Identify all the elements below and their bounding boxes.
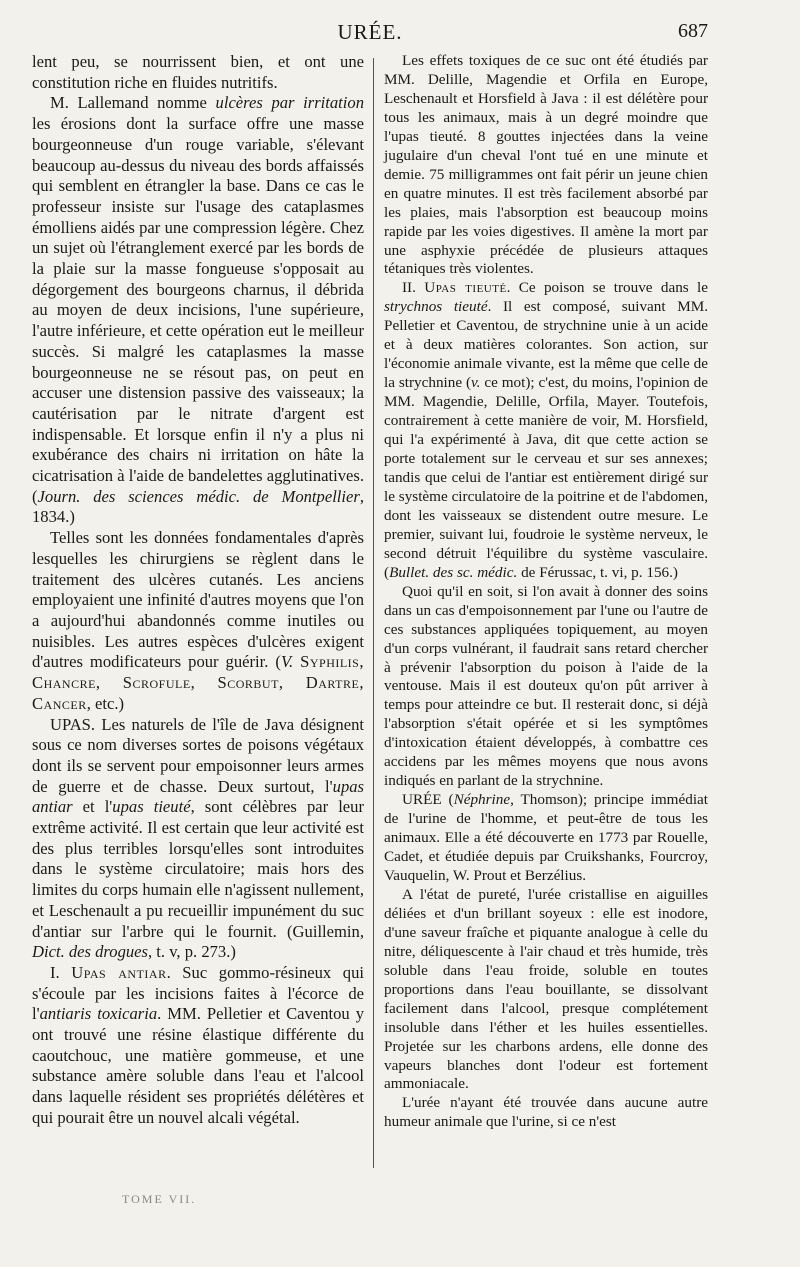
paragraph: Quoi qu'il en soit, si l'on avait à donner des soins dans un cas d'empoisonnement par l'une ou l'autre de ces substances appliquées topiquement, au moyen d'un corps vulnérant, il faudrait sans retard chercher à prévenir l'absorption du poison à l'aide de la ventouse. Mais il est douteux qu'on pût arriver à temps pour atteindre ce but. Il resterait donc, si déjà l'absorption s'était opérée et si les symptômes d'intoxication étaient développés, à combattre ces accidens par les mêmes moyens que nous avons indiqués en parlant de la strychnine. — [384, 582, 708, 790]
page-title: URÉE. — [337, 20, 403, 44]
paragraph: Telles sont les données fondamentales d'après lesquelles les chirurgiens se règlent dans le traitement des ulcères cutanés. Les anciens employaient une infinité d'autres moyens que l'on a aujourd'hui abandonnés comme inutiles ou nuisibles. Les autres espèces d'ulcères exigent d'autres modificateurs pour guérir. (V. Syphilis, Chancre, Scrofule, Scorbut, Dartre, Cancer, etc.) — [32, 528, 365, 713]
paragraph: II. Upas tieuté. Ce poison se trouve dans le strychnos tieuté. Il est composé, suivant MM. Pelletier et Caventou, de strychnine unie à un acide et à deux matières colorantes. Son action, sur l'économie animale vivante, est la même que celle de la strychnine (v. ce mot); c'est, du moins, l'opinion de MM. Magendie, Delille, Orfila, Mayer. Toutefois, contrairement à cette manière de voir, M. Horsfield, qui l'a expérimenté à Java, dit que cette action se porte totalement sur le cerveau et sur ses annexes; tandis que celui de l'antiar est entièrement dirigé sur le système circulatoire de la poitrine et de l'abdomen, dont les vaisseaux se distendent outre mesure. Le premier, suivant lui, foudroie le système nerveux, le second détruit l'équilibre du système vasculaire. (Bullet. des sc. médic. de Férussac, t. vi, p. 156.) — [384, 279, 709, 581]
right-column — [384, 52, 708, 1132]
paragraph: Les effets toxiques de ce suc ont été étudiés par MM. Delille, Magendie et Orfila en Europe, Leschenault et Horsfield à Java : il est délétère pour tous les animaux, mais à un degré moindre que l'upas tieuté. 8 gouttes injectées dans la veine jugulaire d'un cheval l'ont tué en une minute et demie. 75 milligrammes ont fait périr un jeune chien en quatre minutes. Il est très facilement absorbé par les plaies, mais l'absorption est beaucoup moins rapide par les voies digestives. Il amène la mort par une asphyxie précédée de plusieurs attaques tétaniques très violentes. — [384, 52, 708, 278]
paragraph: I. Upas antiar. Suc gommo-résineux qui s'écoule par les incisions faites à l'écorce de l'antiaris toxicaria. MM. Pelletier et Caventou y ont trouvé une résine élastique différente du caoutchouc, une matière gommeuse, et une substance amère soluble dans l'eau et l'alcool dans laquelle résident ses propriétés délétères et qui pourait être un nouvel alcali végétal. — [32, 962, 365, 1127]
column-divider — [373, 58, 374, 1168]
entry-upas: UPAS. Les naturels de l'île de Java désignent sous ce nom diverses sortes de poisons végétaux dont ils se servent pour empoisonner leurs armes de guerre et de chasse. Deux surtout, l'upas antiar et l'upas tieuté, sont célèbres par leur extrême activité. Il est certain que leur activité est des plus terribles lorsqu'elles sont introduites dans le système circulatoire; mais hors des limites du corps humain elle n'agissent nullement, et Leschenault a pu recueillir impunément du suc d'antiar sur l'arbre qui le fournit. (Guillemin, Dict. des drogues, t. v, p. 273.) — [32, 714, 364, 962]
paragraph: A l'état de pureté, l'urée cristallise en aiguilles déliées et d'un brillant soyeux : elle est inodore, d'une saveur fraîche et piquante analogue à celle du nitre, déliquescente à l'air chaud et très humide, très soluble dans l'eau froide, soluble en toutes proportions dans l'eau bouillante, se dissolvant facilement dans l'alcool, presque complétement insoluble dans l'éther et les huiles essentielles. Projetée sur les charbons ardens, elle donne des vapeurs blanches dont l'odeur est fortement ammoniacale. — [384, 885, 708, 1093]
paragraph: L'urée n'ayant été trouvée dans aucune autre humeur animale que l'urine, si ce n'est — [384, 1094, 708, 1131]
signature-mark: TOME VII. — [122, 1192, 197, 1206]
running-head — [32, 20, 708, 54]
page-number: 687 — [678, 20, 708, 42]
paragraph: M. Lallemand nomme ulcères par irritation les érosions dont la surface offre une masse bourgeonneuse d'un rouge variable, s'élevant beaucoup au-dessus du niveau des bords affaissés qui semblent en étrangler la base. Dans ce cas le professeur insiste sur l'usage des cataplasmes émolliens aidés par une compression légère. Chez un sujet où l'étranglement exercé par les bords de la plaie sur la masse fongueuse s'opposait au dégorgement des bourgeons charnus, il débrida au moyen de deux incisions, l'une supérieure, l'autre inférieure, et cette opération eut le meilleur succès. Si malgré les cataplasmes la masse bourgeonneuse ne se résout pas, on peut en accuser une distension passive des vaisseaux; la cautérisation par le nitrate d'argent est indispensable. Et lorsque enfin il n'y a plus ni exubérance des chairs ni irritation on hâte la cicatrisation à l'aide de bandelettes agglutinatives. (Journ. des sciences médic. de Montpellier, 1834.) — [32, 93, 365, 527]
left-column — [32, 52, 364, 1129]
paragraph: lent peu, se nourrissent bien, et ont une constitution riche en fluides nutritifs. — [32, 52, 364, 92]
entry-uree: URÉE (Néphrine, Thomson); principe immédiat de l'urine de l'homme, et peut-être de tous les animaux. Elle a été découverte en 1773 par Rouelle, Cadet, et étudiée depuis par Cruikshanks, Fourcroy, Vauquelin, W. Prout et Berzélius. — [384, 791, 708, 884]
